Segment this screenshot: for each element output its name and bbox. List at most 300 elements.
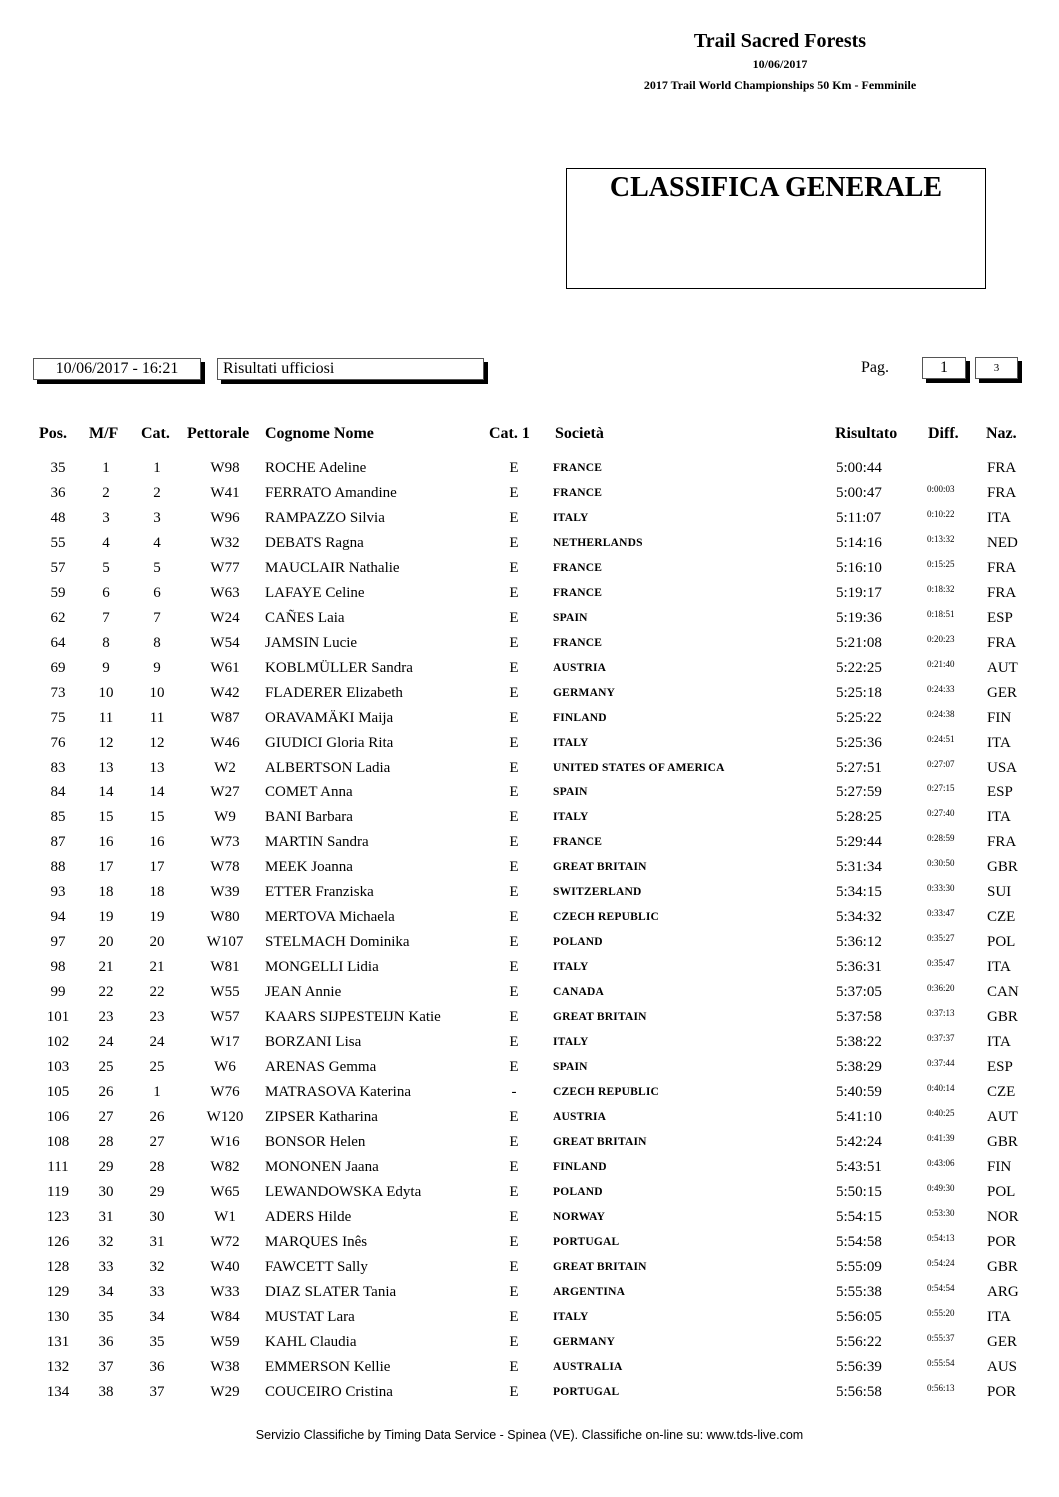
table-row <box>0 1131 1059 1156</box>
cell-diff: 0:10:22 <box>927 508 955 519</box>
cell-cat: 7 <box>153 609 161 626</box>
cell-pos: 131 <box>46 1333 70 1350</box>
cell-nat: ESP <box>987 609 1013 626</box>
cell-result: 5:40:59 <box>836 1084 882 1100</box>
cell-club: GERMANY <box>553 1335 616 1348</box>
cell-bib: W98 <box>210 460 240 476</box>
cell-nat: ESP <box>987 1059 1013 1076</box>
cell-mf: 37 <box>98 1358 114 1375</box>
cell-cat: 27 <box>149 1133 165 1150</box>
cell-cat: 1 <box>153 1084 161 1100</box>
cell-club: ITALY <box>553 961 589 974</box>
cell-club: FRANCE <box>553 836 603 849</box>
cell-name: JAMSIN Lucie <box>265 634 358 651</box>
cell-name: DIAZ SLATER Tania <box>265 1283 397 1300</box>
table-row <box>0 1056 1059 1081</box>
event-date: 10/06/2017 <box>752 57 808 71</box>
cell-nat: CZE <box>987 1084 1016 1100</box>
cell-club: FINLAND <box>553 1160 607 1173</box>
cell-cat: 22 <box>149 984 165 1001</box>
cell-name: KAHL Claudia <box>265 1333 357 1350</box>
cell-diff: 0:53:30 <box>927 1207 955 1218</box>
cell-result: 5:54:58 <box>836 1233 882 1250</box>
cell-cat1: E <box>509 609 519 626</box>
table-row <box>0 682 1059 707</box>
cell-bib: W72 <box>210 1233 240 1250</box>
cell-pos: 123 <box>46 1208 70 1225</box>
cell-nat: POR <box>987 1383 1017 1400</box>
cell-club: CZECH REPUBLIC <box>553 911 659 924</box>
cell-result: 5:29:44 <box>836 834 882 851</box>
cell-cat: 3 <box>153 509 161 526</box>
cell-pos: 128 <box>46 1258 70 1275</box>
cell-nat: FRA <box>987 559 1017 576</box>
cell-bib: W16 <box>210 1133 240 1150</box>
cell-diff: 0:27:15 <box>927 783 955 794</box>
cell-cat1: E <box>509 684 519 701</box>
table-row <box>0 1081 1059 1106</box>
cell-club: AUSTRIA <box>553 661 607 674</box>
cell-mf: 31 <box>98 1208 114 1225</box>
cell-mf: 30 <box>98 1183 114 1200</box>
cell-club: FRANCE <box>553 486 603 499</box>
cell-mf: 16 <box>98 834 114 851</box>
cell-cat: 5 <box>153 559 161 576</box>
event-title: Trail Sacred Forests <box>693 30 867 52</box>
cell-bib: W80 <box>210 909 240 926</box>
cell-diff: 0:18:32 <box>927 583 955 594</box>
cell-bib: W42 <box>210 684 240 701</box>
cell-cat: 9 <box>153 659 161 676</box>
cell-mf: 19 <box>98 909 114 926</box>
table-row <box>0 881 1059 906</box>
cell-diff: 0:24:33 <box>927 683 955 694</box>
cell-diff: 0:24:51 <box>927 733 955 744</box>
cell-nat: GBR <box>987 859 1018 876</box>
cell-result: 5:36:12 <box>836 934 882 951</box>
cell-name: JEAN Annie <box>265 984 342 1001</box>
table-row <box>0 981 1059 1006</box>
cell-club: ITALY <box>553 1310 589 1323</box>
cell-pos: 108 <box>46 1133 70 1150</box>
cell-nat: SUI <box>987 884 1012 901</box>
cell-club: CZECH REPUBLIC <box>553 1086 659 1098</box>
cell-bib: W96 <box>210 509 240 526</box>
cell-bib: W39 <box>210 884 240 901</box>
cell-result: 5:36:31 <box>836 959 882 976</box>
cell-mf: 26 <box>98 1084 114 1100</box>
cell-mf: 11 <box>98 709 114 726</box>
cell-result: 5:34:15 <box>836 884 882 901</box>
cell-pos: 59 <box>50 584 66 601</box>
cell-pos: 48 <box>50 509 66 526</box>
cell-diff: 0:41:39 <box>927 1132 955 1143</box>
cell-bib: W41 <box>210 484 240 501</box>
cell-result: 5:22:25 <box>836 659 882 676</box>
cell-result: 5:27:51 <box>836 759 882 776</box>
cell-diff: 0:55:37 <box>927 1332 955 1343</box>
cell-cat: 18 <box>149 884 165 901</box>
cell-name: KOBLMÜLLER Sandra <box>265 659 413 676</box>
cell-result: 5:00:44 <box>836 460 882 476</box>
cell-pos: 134 <box>46 1383 70 1400</box>
cell-bib: W33 <box>210 1283 240 1300</box>
cell-club: FRANCE <box>553 636 603 649</box>
cell-pos: 36 <box>50 484 66 501</box>
cell-result: 5:37:58 <box>836 1009 882 1026</box>
cell-name: GIUDICI Gloria Rita <box>265 734 394 751</box>
cell-pos: 101 <box>46 1009 70 1026</box>
header-result: Risultato <box>835 425 898 442</box>
table-row <box>0 482 1059 507</box>
cell-cat: 36 <box>149 1358 165 1375</box>
table-row <box>0 632 1059 657</box>
cell-cat1: E <box>509 460 519 476</box>
cell-result: 5:56:39 <box>836 1358 882 1375</box>
cell-cat1: E <box>509 934 519 951</box>
cell-name: ZIPSER Katharina <box>265 1108 378 1125</box>
header-diff: Diff. <box>928 425 959 442</box>
cell-cat: 4 <box>153 534 161 551</box>
cell-club: CANADA <box>553 986 605 999</box>
event-subtitle: 2017 Trail World Championships 50 Km - Femminile <box>643 78 917 92</box>
table-row <box>0 757 1059 782</box>
cell-bib: W38 <box>210 1358 240 1375</box>
cell-cat: 21 <box>149 959 165 976</box>
cell-cat: 30 <box>149 1208 165 1225</box>
cell-result: 5:27:59 <box>836 784 882 801</box>
cell-diff: 0:55:20 <box>927 1307 955 1318</box>
cell-club: AUSTRIA <box>553 1110 607 1123</box>
cell-cat1: E <box>509 1283 519 1300</box>
table-row <box>0 582 1059 607</box>
cell-nat: AUT <box>987 659 1018 676</box>
cell-mf: 23 <box>98 1009 114 1026</box>
cell-result: 5:41:10 <box>836 1108 882 1125</box>
cell-pos: 119 <box>47 1183 69 1200</box>
cell-diff: 0:56:13 <box>927 1382 955 1393</box>
cell-bib: W77 <box>210 559 240 576</box>
table-row <box>0 1231 1059 1256</box>
cell-bib: W24 <box>210 609 240 626</box>
cell-pos: 126 <box>46 1233 70 1250</box>
cell-mf: 10 <box>98 684 114 701</box>
cell-diff: 0:40:25 <box>927 1107 955 1118</box>
cell-mf: 21 <box>98 959 114 976</box>
cell-club: NETHERLANDS <box>553 536 643 549</box>
cell-cat1: E <box>509 909 519 926</box>
header-bib: Pettorale <box>187 425 250 442</box>
cell-name: ROCHE Adeline <box>265 460 367 476</box>
cell-cat1: E <box>509 984 519 1001</box>
cell-pos: 64 <box>50 634 66 651</box>
cell-diff: 0:54:24 <box>927 1257 955 1268</box>
cell-cat1: E <box>509 559 519 576</box>
timestamp-box: 10/06/2017 - 16:21 <box>33 358 201 380</box>
cell-pos: 84 <box>50 784 66 801</box>
cell-bib: W81 <box>210 959 240 976</box>
cell-result: 5:50:15 <box>836 1183 882 1200</box>
cell-result: 5:19:17 <box>836 584 882 601</box>
cell-bib: W73 <box>210 834 240 851</box>
cell-cat1: E <box>509 784 519 801</box>
cell-result: 5:55:09 <box>836 1258 882 1275</box>
cell-diff: 0:33:47 <box>927 908 955 919</box>
cell-cat: 26 <box>149 1108 165 1125</box>
cell-diff: 0:55:54 <box>927 1357 955 1368</box>
cell-nat: GBR <box>987 1009 1018 1026</box>
cell-mf: 1 <box>102 460 110 476</box>
cell-cat1: E <box>509 1308 519 1325</box>
cell-mf: 18 <box>98 884 114 901</box>
cell-cat: 23 <box>149 1009 165 1026</box>
cell-name: ALBERTSON Ladia <box>265 759 391 776</box>
cell-bib: W1 <box>214 1208 236 1225</box>
header-mf: M/F <box>89 425 119 442</box>
cell-bib: W55 <box>210 984 240 1001</box>
table-row <box>0 1156 1059 1181</box>
cell-nat: USA <box>987 759 1018 776</box>
cell-cat: 6 <box>153 584 161 601</box>
cell-cat: 25 <box>149 1059 165 1076</box>
cell-bib: W78 <box>210 859 240 876</box>
cell-cat1: E <box>509 659 519 676</box>
cell-cat: 11 <box>149 709 165 726</box>
cell-cat1: E <box>509 1183 519 1200</box>
cell-cat1: E <box>509 1208 519 1225</box>
cell-mf: 28 <box>98 1133 114 1150</box>
cell-name: BANI Barbara <box>265 809 353 826</box>
table-row <box>0 1106 1059 1131</box>
cell-pos: 35 <box>50 460 66 476</box>
cell-result: 5:11:07 <box>836 509 882 526</box>
cell-name: MONGELLI Lidia <box>265 959 379 976</box>
cell-mf: 38 <box>98 1383 114 1400</box>
cell-diff: 0:20:23 <box>927 633 955 644</box>
cell-nat: NED <box>987 534 1018 551</box>
cell-mf: 20 <box>98 934 114 951</box>
cell-cat: 2 <box>153 484 161 501</box>
page-current: 1 <box>922 357 966 379</box>
cell-nat: NOR <box>987 1208 1019 1225</box>
cell-nat: FRA <box>987 460 1017 476</box>
cell-name: CAÑES Laia <box>265 609 345 626</box>
cell-nat: FRA <box>987 834 1017 851</box>
cell-mf: 6 <box>102 584 110 601</box>
cell-mf: 2 <box>102 484 110 501</box>
table-row <box>0 557 1059 582</box>
cell-cat1: E <box>509 1059 519 1076</box>
cell-nat: CZE <box>987 909 1016 926</box>
cell-pos: 130 <box>46 1308 70 1325</box>
cell-diff: 0:27:07 <box>927 758 955 769</box>
cell-cat: 34 <box>149 1308 165 1325</box>
cell-club: GREAT BRITAIN <box>553 1135 647 1148</box>
cell-cat: 10 <box>149 684 165 701</box>
table-row <box>0 956 1059 981</box>
cell-bib: W32 <box>210 534 240 551</box>
cell-bib: W46 <box>210 734 240 751</box>
table-row <box>0 1206 1059 1231</box>
cell-result: 5:00:47 <box>836 484 882 501</box>
header-club: Società <box>555 425 604 442</box>
cell-diff: 0:54:13 <box>927 1232 955 1243</box>
cell-mf: 34 <box>98 1283 114 1300</box>
cell-result: 5:25:22 <box>836 709 882 726</box>
cell-diff: 0:30:50 <box>927 858 955 869</box>
cell-bib: W2 <box>214 759 236 776</box>
cell-name: ADERS Hilde <box>265 1208 352 1225</box>
cell-cat: 33 <box>149 1283 165 1300</box>
cell-mf: 4 <box>102 534 110 551</box>
cell-cat1: E <box>509 1358 519 1375</box>
cell-name: MEEK Joanna <box>265 859 353 876</box>
cell-mf: 35 <box>98 1308 114 1325</box>
cell-diff: 0:28:59 <box>927 833 955 844</box>
cell-result: 5:56:05 <box>836 1308 882 1325</box>
cell-club: ARGENTINA <box>553 1285 626 1298</box>
cell-mf: 15 <box>98 809 114 826</box>
cell-pos: 97 <box>50 934 66 951</box>
table-row <box>0 732 1059 757</box>
cell-cat1: E <box>509 1233 519 1250</box>
cell-diff: 0:18:51 <box>927 608 955 619</box>
header-pos: Pos. <box>39 425 67 442</box>
cell-club: GREAT BRITAIN <box>553 1260 647 1273</box>
cell-club: PORTUGAL <box>553 1385 620 1398</box>
cell-club: FINLAND <box>553 711 607 724</box>
cell-mf: 8 <box>102 634 110 651</box>
cell-result: 5:38:29 <box>836 1059 882 1076</box>
cell-bib: W120 <box>206 1108 244 1125</box>
cell-mf: 33 <box>98 1258 114 1275</box>
cell-cat1: E <box>509 1034 519 1051</box>
cell-mf: 7 <box>102 609 110 626</box>
header-cat: Cat. <box>141 425 170 442</box>
table-row <box>0 1031 1059 1056</box>
cell-nat: ITA <box>987 1034 1011 1051</box>
cell-pos: 57 <box>50 559 66 576</box>
cell-diff: 0:13:32 <box>927 533 955 544</box>
cell-club: ITALY <box>553 811 589 824</box>
cell-bib: W63 <box>210 584 240 601</box>
cell-mf: 12 <box>98 734 114 751</box>
cell-nat: POL <box>987 934 1016 951</box>
cell-nat: FRA <box>987 584 1017 601</box>
cell-cat: 28 <box>149 1158 165 1175</box>
cell-bib: W65 <box>210 1183 240 1200</box>
table-row <box>0 831 1059 856</box>
cell-club: ITALY <box>553 1036 589 1049</box>
cell-pos: 129 <box>46 1283 70 1300</box>
cell-pos: 111 <box>47 1158 69 1175</box>
cell-cat: 31 <box>149 1233 165 1250</box>
cell-nat: FIN <box>987 709 1012 726</box>
cell-name: KAARS SIJPESTEIJN Katie <box>265 1009 441 1026</box>
cell-cat1: E <box>509 484 519 501</box>
cell-result: 5:25:36 <box>836 734 882 751</box>
cell-pos: 75 <box>50 709 66 726</box>
cell-club: POLAND <box>553 1185 603 1198</box>
cell-bib: W6 <box>214 1059 236 1076</box>
cell-nat: GBR <box>987 1258 1018 1275</box>
cell-cat: 20 <box>149 934 165 951</box>
page-label: Pag. <box>861 359 889 376</box>
cell-pos: 99 <box>50 984 66 1001</box>
cell-pos: 103 <box>46 1059 70 1076</box>
cell-club: ITALY <box>553 511 589 524</box>
cell-club: ITALY <box>553 736 589 749</box>
cell-diff: 0:15:25 <box>927 558 955 569</box>
cell-cat1: E <box>509 1009 519 1026</box>
cell-club: NORWAY <box>553 1210 606 1223</box>
cell-cat1: E <box>509 509 519 526</box>
cell-result: 5:55:38 <box>836 1283 882 1300</box>
table-row <box>0 1381 1059 1406</box>
cell-nat: CAN <box>987 984 1019 1001</box>
table-row <box>0 457 1059 482</box>
cell-nat: ITA <box>987 509 1011 526</box>
table-row <box>0 931 1059 956</box>
cell-cat1: E <box>509 1108 519 1125</box>
cell-nat: GER <box>987 684 1017 701</box>
cell-pos: 93 <box>50 884 66 901</box>
table-row <box>0 507 1059 532</box>
cell-diff: 0:33:30 <box>927 883 955 894</box>
cell-cat: 16 <box>149 834 165 851</box>
cell-bib: W29 <box>210 1383 240 1400</box>
cell-cat1: E <box>509 1258 519 1275</box>
ranking-title-box <box>566 168 986 289</box>
table-row <box>0 1281 1059 1306</box>
cell-bib: W17 <box>210 1034 240 1051</box>
cell-nat: ARG <box>987 1283 1019 1300</box>
cell-cat: 14 <box>149 784 165 801</box>
cell-mf: 32 <box>98 1233 114 1250</box>
cell-nat: GBR <box>987 1133 1018 1150</box>
cell-cat: 19 <box>149 909 165 926</box>
cell-name: LEWANDOWSKA Edyta <box>265 1183 422 1200</box>
cell-name: ORAVAMÄKI Maija <box>265 709 394 726</box>
cell-diff: 0:43:06 <box>927 1157 955 1168</box>
cell-name: MARQUES Inês <box>265 1233 368 1250</box>
cell-nat: ITA <box>987 809 1011 826</box>
cell-bib: W76 <box>210 1084 240 1100</box>
cell-bib: W84 <box>210 1308 240 1325</box>
cell-diff: 0:00:03 <box>927 483 955 494</box>
cell-diff: 0:36:20 <box>927 983 955 994</box>
cell-bib: W9 <box>214 809 236 826</box>
cell-bib: W87 <box>210 709 240 726</box>
cell-cat: 24 <box>149 1034 165 1051</box>
cell-result: 5:37:05 <box>836 984 882 1001</box>
cell-cat: 8 <box>153 634 161 651</box>
cell-mf: 17 <box>98 859 114 876</box>
header-name: Cognome Nome <box>265 425 374 442</box>
cell-name: MAUCLAIR Nathalie <box>265 559 400 576</box>
cell-diff: 0:35:47 <box>927 958 955 969</box>
cell-pos: 88 <box>50 859 66 876</box>
cell-result: 5:56:22 <box>836 1333 882 1350</box>
cell-name: BORZANI Lisa <box>265 1034 362 1051</box>
cell-pos: 73 <box>50 684 66 701</box>
footer-text: Servizio Classifiche by Timing Data Service - Spinea (VE). Classifiche on-line su: www.tds-live.com <box>255 1428 804 1442</box>
cell-result: 5:31:34 <box>836 859 882 876</box>
cell-diff: 0:37:37 <box>927 1033 955 1044</box>
cell-cat1: E <box>509 759 519 776</box>
cell-result: 5:38:22 <box>836 1034 882 1051</box>
cell-diff: 0:24:38 <box>927 708 955 719</box>
